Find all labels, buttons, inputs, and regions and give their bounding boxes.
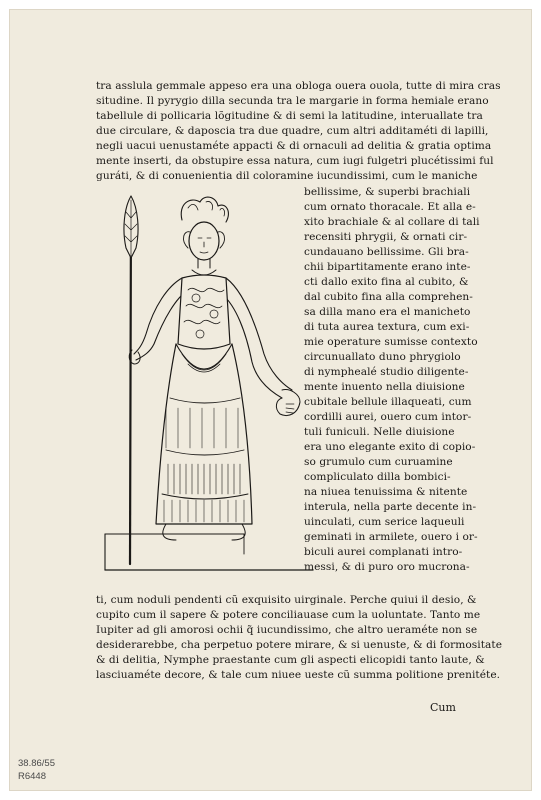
side-text-line: na niuea tenuissima & nitente — [304, 486, 468, 498]
woodcut-illustration — [104, 194, 314, 582]
side-text-line: so grumulo cum curuamine — [304, 456, 453, 468]
side-text-line: biculi aurei complanati intro- — [304, 546, 463, 558]
side-text-line: mie operature sumisse contexto — [304, 336, 478, 348]
side-text-line: cum ornato thoracale. Et alla e- — [304, 201, 476, 213]
book-page — [9, 9, 532, 791]
text-line: Iupiter ad gli amorosi ochii q̃ iucundissimo, che altro ueraméte non se — [96, 624, 478, 636]
side-text-line: geminati in armilete, ouero i or- — [304, 531, 478, 543]
text-line: situdine. Il pyrygio dilla secunda tra le margarie in forma hemiale erano — [96, 95, 489, 107]
text-line: cupito cum il sapere & potere conciliauase cum la uoluntate. Tanto me — [96, 609, 481, 621]
side-text-line: bellissime, & superbi brachiali — [304, 186, 471, 198]
text-line: mente inserti, da obstupire essa natura, cum iugi fulgetri plucétissimi ful — [96, 155, 494, 167]
text-line: guráti, & di conuenientia dil coloramine iucundissimi, cum le maniche — [96, 170, 478, 182]
side-text-line: era uno elegante exito di copio- — [304, 441, 476, 453]
side-text-line: chii bipartitamente erano inte- — [304, 261, 471, 273]
side-text-line: di tuta aurea textura, cum exi- — [304, 321, 470, 333]
text-line: & di delitia, Nymphe praestante cum gli aspecti elicopidi tanto laute, & — [96, 654, 485, 666]
side-text-line: recensiti phrygii, & ornati cir- — [304, 231, 468, 243]
side-text-line: interula, nella parte decente in- — [304, 501, 477, 513]
text-line: tabellule di pollicaria lõgitudine & di semi la latitudine, interuallate tra — [96, 110, 483, 122]
text-line: desiderarebbe, cha perpetuo potere mirare, & si uenuste, & di formositate — [96, 639, 503, 651]
text-line: lasciuaméte decore, & tale cum niuee ueste cũ summa politione prenitéte. — [96, 669, 501, 681]
text-line: negli uacui uenustaméte appacti & di ornaculi ad delitia & gratia optima — [96, 140, 492, 152]
side-text-line: sa dilla mano era el manicheto — [304, 306, 471, 318]
side-text-line: cti dallo exito fina al cubito, & — [304, 276, 469, 288]
side-text-line: circunuallato duno phrygiolo — [304, 351, 461, 363]
text-line: tra asslula gemmale appeso era una obloga ouera ouola, tutte di mira cras — [96, 80, 501, 92]
accession-number: 38.86/55 — [18, 758, 55, 769]
text-line: due circulare, & daposcia tra due quadre, cum altri additaméti di lapilli, — [96, 125, 489, 137]
side-text-line: cubitale bellule illaqueati, cum — [304, 396, 472, 408]
side-text-line: messi, & di puro oro mucrona- — [304, 561, 470, 573]
side-text-line: dal cubito fina alla comprehen- — [304, 291, 473, 303]
side-text-line: cordilli aurei, ouero cum intor- — [304, 411, 472, 423]
side-text-line: mente inuento nella diuisione — [304, 381, 465, 393]
side-text-line: di nymphealé studio diligente- — [304, 366, 469, 378]
side-text-line: cundauano bellissime. Gli bra- — [304, 246, 469, 258]
text-line: ti, cum noduli pendenti cũ exquisito uirginale. Perche quiui il desio, & — [96, 594, 477, 606]
side-text-line: uinculati, cum serice laqueuli — [304, 516, 465, 528]
accession-code: R6448 — [18, 771, 46, 782]
side-text-line: tuli funiculi. Nelle diuisione — [304, 426, 455, 438]
catchword: Cum — [430, 701, 456, 714]
side-text-line: compliculato dilla bombici- — [304, 471, 451, 483]
side-text-line: xito brachiale & al collare di tali — [304, 216, 480, 228]
